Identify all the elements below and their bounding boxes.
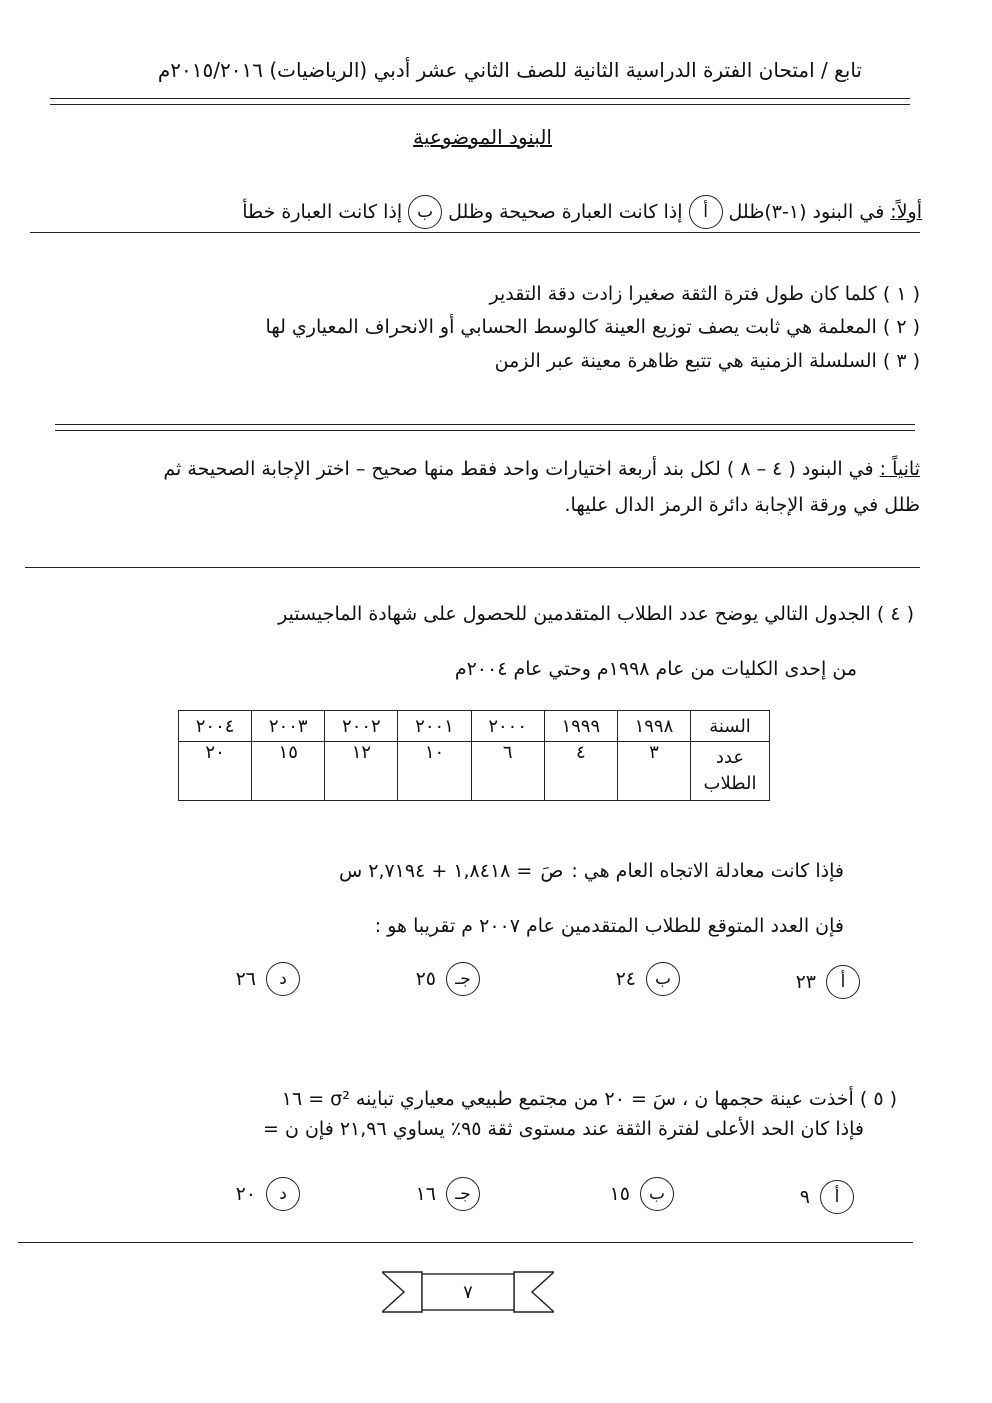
- option-letter: أ: [820, 1180, 854, 1214]
- equation-rhs: = ١,٨٤١٨ + ٢,٧١٩٤ س: [339, 860, 533, 882]
- option-letter: ب: [640, 1177, 674, 1211]
- equation-variable: صَ: [540, 860, 564, 882]
- question-5-text: ( ٥ ) أخذت عينة حجمها ن ، سَ = ٢٠ من مجتمع طبيعي معياري تباينه σ² = ١٦: [281, 1088, 897, 1110]
- option-value: ٢٠: [235, 1183, 256, 1205]
- table-cell: ١٥: [252, 742, 325, 801]
- q4-option-c: [416, 962, 480, 996]
- q5-option-d: [236, 1177, 300, 1211]
- true-false-item-2: ( ٢ ) المعلمة هي ثابت يصف توزيع العينة كالوسط الحسابي أو الانحراف المعياري لها: [265, 316, 920, 338]
- equation-prefix: فإذا كانت معادلة الاتجاه العام هي :: [571, 860, 844, 882]
- table-row-students: [179, 742, 770, 801]
- section-heading: البنود الموضوعية: [413, 125, 552, 149]
- table-cell: ٢٠: [179, 742, 252, 801]
- exam-header-title: تابع / امتحان الفترة الدراسية الثانية للصف الثاني عشر أدبي (الرياضيات) ٢٠١٥/٢٠١٦م: [157, 58, 862, 82]
- part1-text-c: إذا كانت العبارة خطأ: [242, 201, 403, 223]
- students-table: [178, 710, 770, 801]
- table-cell: ٢٠٠٤: [179, 711, 252, 742]
- q5-option-c: [416, 1177, 480, 1211]
- option-letter: ب: [646, 962, 680, 996]
- table-cell: ٤: [544, 742, 617, 801]
- table-cell: ٢٠٠٠: [471, 711, 544, 742]
- q5-option-a: [800, 1180, 854, 1214]
- question-5-subtext: فإذا كان الحد الأعلى لفترة الثقة عند مستوى ثقة ٩٥٪ يساوي ٢١,٩٦ فإن ن =: [263, 1118, 864, 1140]
- table-cell: ١٠: [398, 742, 471, 801]
- circle-b-symbol: ب: [408, 195, 442, 229]
- option-value: ٢٦: [235, 968, 256, 990]
- option-letter: أ: [826, 965, 860, 999]
- table-cell: ١٩٩٨: [617, 711, 690, 742]
- part2-instruction-line2: ظلل في ورقة الإجابة دائرة الرمز الدال عليها.: [564, 494, 920, 516]
- option-value: ٢٣: [795, 971, 816, 993]
- part1-label: أولاً:: [890, 201, 922, 223]
- part1-text-a: في البنود (١-٣)ظلل: [728, 201, 885, 223]
- circle-a-symbol: أ: [689, 195, 723, 229]
- q4-option-a: [796, 965, 860, 999]
- page-number: ٧: [463, 1281, 473, 1303]
- table-header-students: عدد الطلاب: [691, 742, 770, 801]
- table-cell: ١٢: [325, 742, 398, 801]
- option-value: ١٥: [609, 1183, 630, 1205]
- table-header-year: السنة: [691, 711, 770, 742]
- table-cell: ٦: [471, 742, 544, 801]
- option-letter: د: [266, 962, 300, 996]
- option-letter: جـ: [446, 962, 480, 996]
- question-4-text: ( ٤ ) الجدول التالي يوضح عدد الطلاب المتقدمين للحصول على شهادة الماجيستير: [278, 603, 914, 625]
- trend-equation: [339, 860, 844, 882]
- option-value: ٢٥: [415, 968, 436, 990]
- part2-bottom-divider: [25, 567, 920, 568]
- part2-label: ثانياً :: [879, 458, 920, 480]
- table-cell: ١٩٩٩: [544, 711, 617, 742]
- q5-option-b: [610, 1177, 674, 1211]
- page-number-ribbon: [382, 1268, 554, 1316]
- table-cell: ٢٠٠٣: [252, 711, 325, 742]
- question-4-subtext: من إحدى الكليات من عام ١٩٩٨م وحتي عام ٢٠٠٤م: [454, 658, 857, 680]
- option-value: ١٦: [415, 1183, 436, 1205]
- question-4-prompt: فإن العدد المتوقع للطلاب المتقدمين عام ٢٠٠٧ م تقريبا هو :: [374, 915, 844, 937]
- true-false-item-3: ( ٣ ) السلسلة الزمنية هي تتبع ظاهرة معينة عبر الزمن: [494, 350, 920, 372]
- header-divider: [50, 98, 910, 105]
- part2-instruction-line1: [163, 458, 920, 480]
- option-value: ٢٤: [615, 968, 636, 990]
- option-value: ٩: [799, 1186, 810, 1208]
- option-letter: جـ: [446, 1177, 480, 1211]
- table-cell: ٣: [617, 742, 690, 801]
- part1-divider: [30, 232, 920, 233]
- page-bottom-divider: [18, 1242, 913, 1243]
- table-row-years: [179, 711, 770, 742]
- part1-text-b: إذا كانت العبارة صحيحة وظلل: [448, 201, 683, 223]
- q4-option-b: [616, 962, 680, 996]
- part2-top-divider: [55, 424, 915, 431]
- part1-instruction: [242, 195, 922, 229]
- option-letter: د: [266, 1177, 300, 1211]
- true-false-item-1: ( ١ ) كلما كان طول فترة الثقة صغيرا زادت دقة التقدير: [489, 283, 920, 305]
- part2-text: في البنود ( ٤ – ٨ ) لكل بند أربعة اختيارات واحد فقط منها صحيح – اختر الإجابة الصحيحة ثم: [163, 458, 874, 480]
- table-cell: ٢٠٠١: [398, 711, 471, 742]
- q4-option-d: [236, 962, 300, 996]
- table-cell: ٢٠٠٢: [325, 711, 398, 742]
